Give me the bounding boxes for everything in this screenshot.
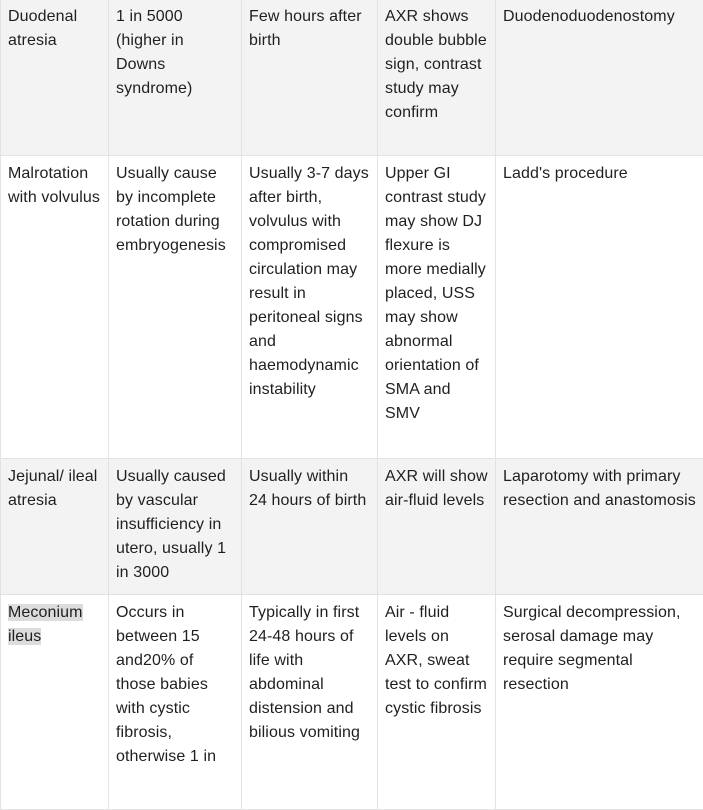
treatment-cell: Ladd's procedure: [496, 156, 703, 459]
presentation-cell: Typically in first 24-48 hours of life with abdominal distension and bilious vomiting: [242, 595, 378, 810]
highlighted-text[interactable]: Meconium: [8, 604, 83, 621]
table-row: [1, 459, 703, 595]
diagnosis-cell: AXR will show air-fluid levels: [378, 459, 496, 595]
diagnosis-cell: AXR shows double bubble sign, contrast study may confirm: [378, 0, 496, 156]
presentation-cell: Usually 3-7 days after birth, volvulus with compromised circulation may result in peritoneal signs and haemodynamic instability: [242, 156, 378, 459]
presentation-cell: Few hours after birth: [242, 0, 378, 156]
incidence-cell: Occurs in between 15 and20% of those babies with cystic fibrosis, otherwise 1 in: [109, 595, 242, 810]
condition-cell: Jejunal/ ileal atresia: [1, 459, 109, 595]
table-row: [1, 595, 703, 810]
presentation-cell: Usually within 24 hours of birth: [242, 459, 378, 595]
incidence-cell: Usually cause by incomplete rotation during embryogenesis: [109, 156, 242, 459]
table-row: [1, 156, 703, 459]
highlighted-text[interactable]: ileus: [8, 628, 41, 645]
treatment-cell: Duodenoduodenostomy: [496, 0, 703, 156]
treatment-cell: Laparotomy with primary resection and anastomosis: [496, 459, 703, 595]
diagnosis-cell: Upper GI contrast study may show DJ flexure is more medially placed, USS may show abnormal orientation of SMA and SMV: [378, 156, 496, 459]
treatment-cell: Surgical decompression, serosal damage may require segmental resection: [496, 595, 703, 810]
incidence-cell: 1 in 5000 (higher in Downs syndrome): [109, 0, 242, 156]
condition-cell: Malrotation with volvulus: [1, 156, 109, 459]
condition-cell: Duodenal atresia: [1, 0, 109, 156]
condition-cell: [1, 595, 109, 810]
table-row: [1, 0, 703, 156]
incidence-cell: Usually caused by vascular insufficiency in utero, usually 1 in 3000: [109, 459, 242, 595]
diagnosis-cell: Air - fluid levels on AXR, sweat test to confirm cystic fibrosis: [378, 595, 496, 810]
